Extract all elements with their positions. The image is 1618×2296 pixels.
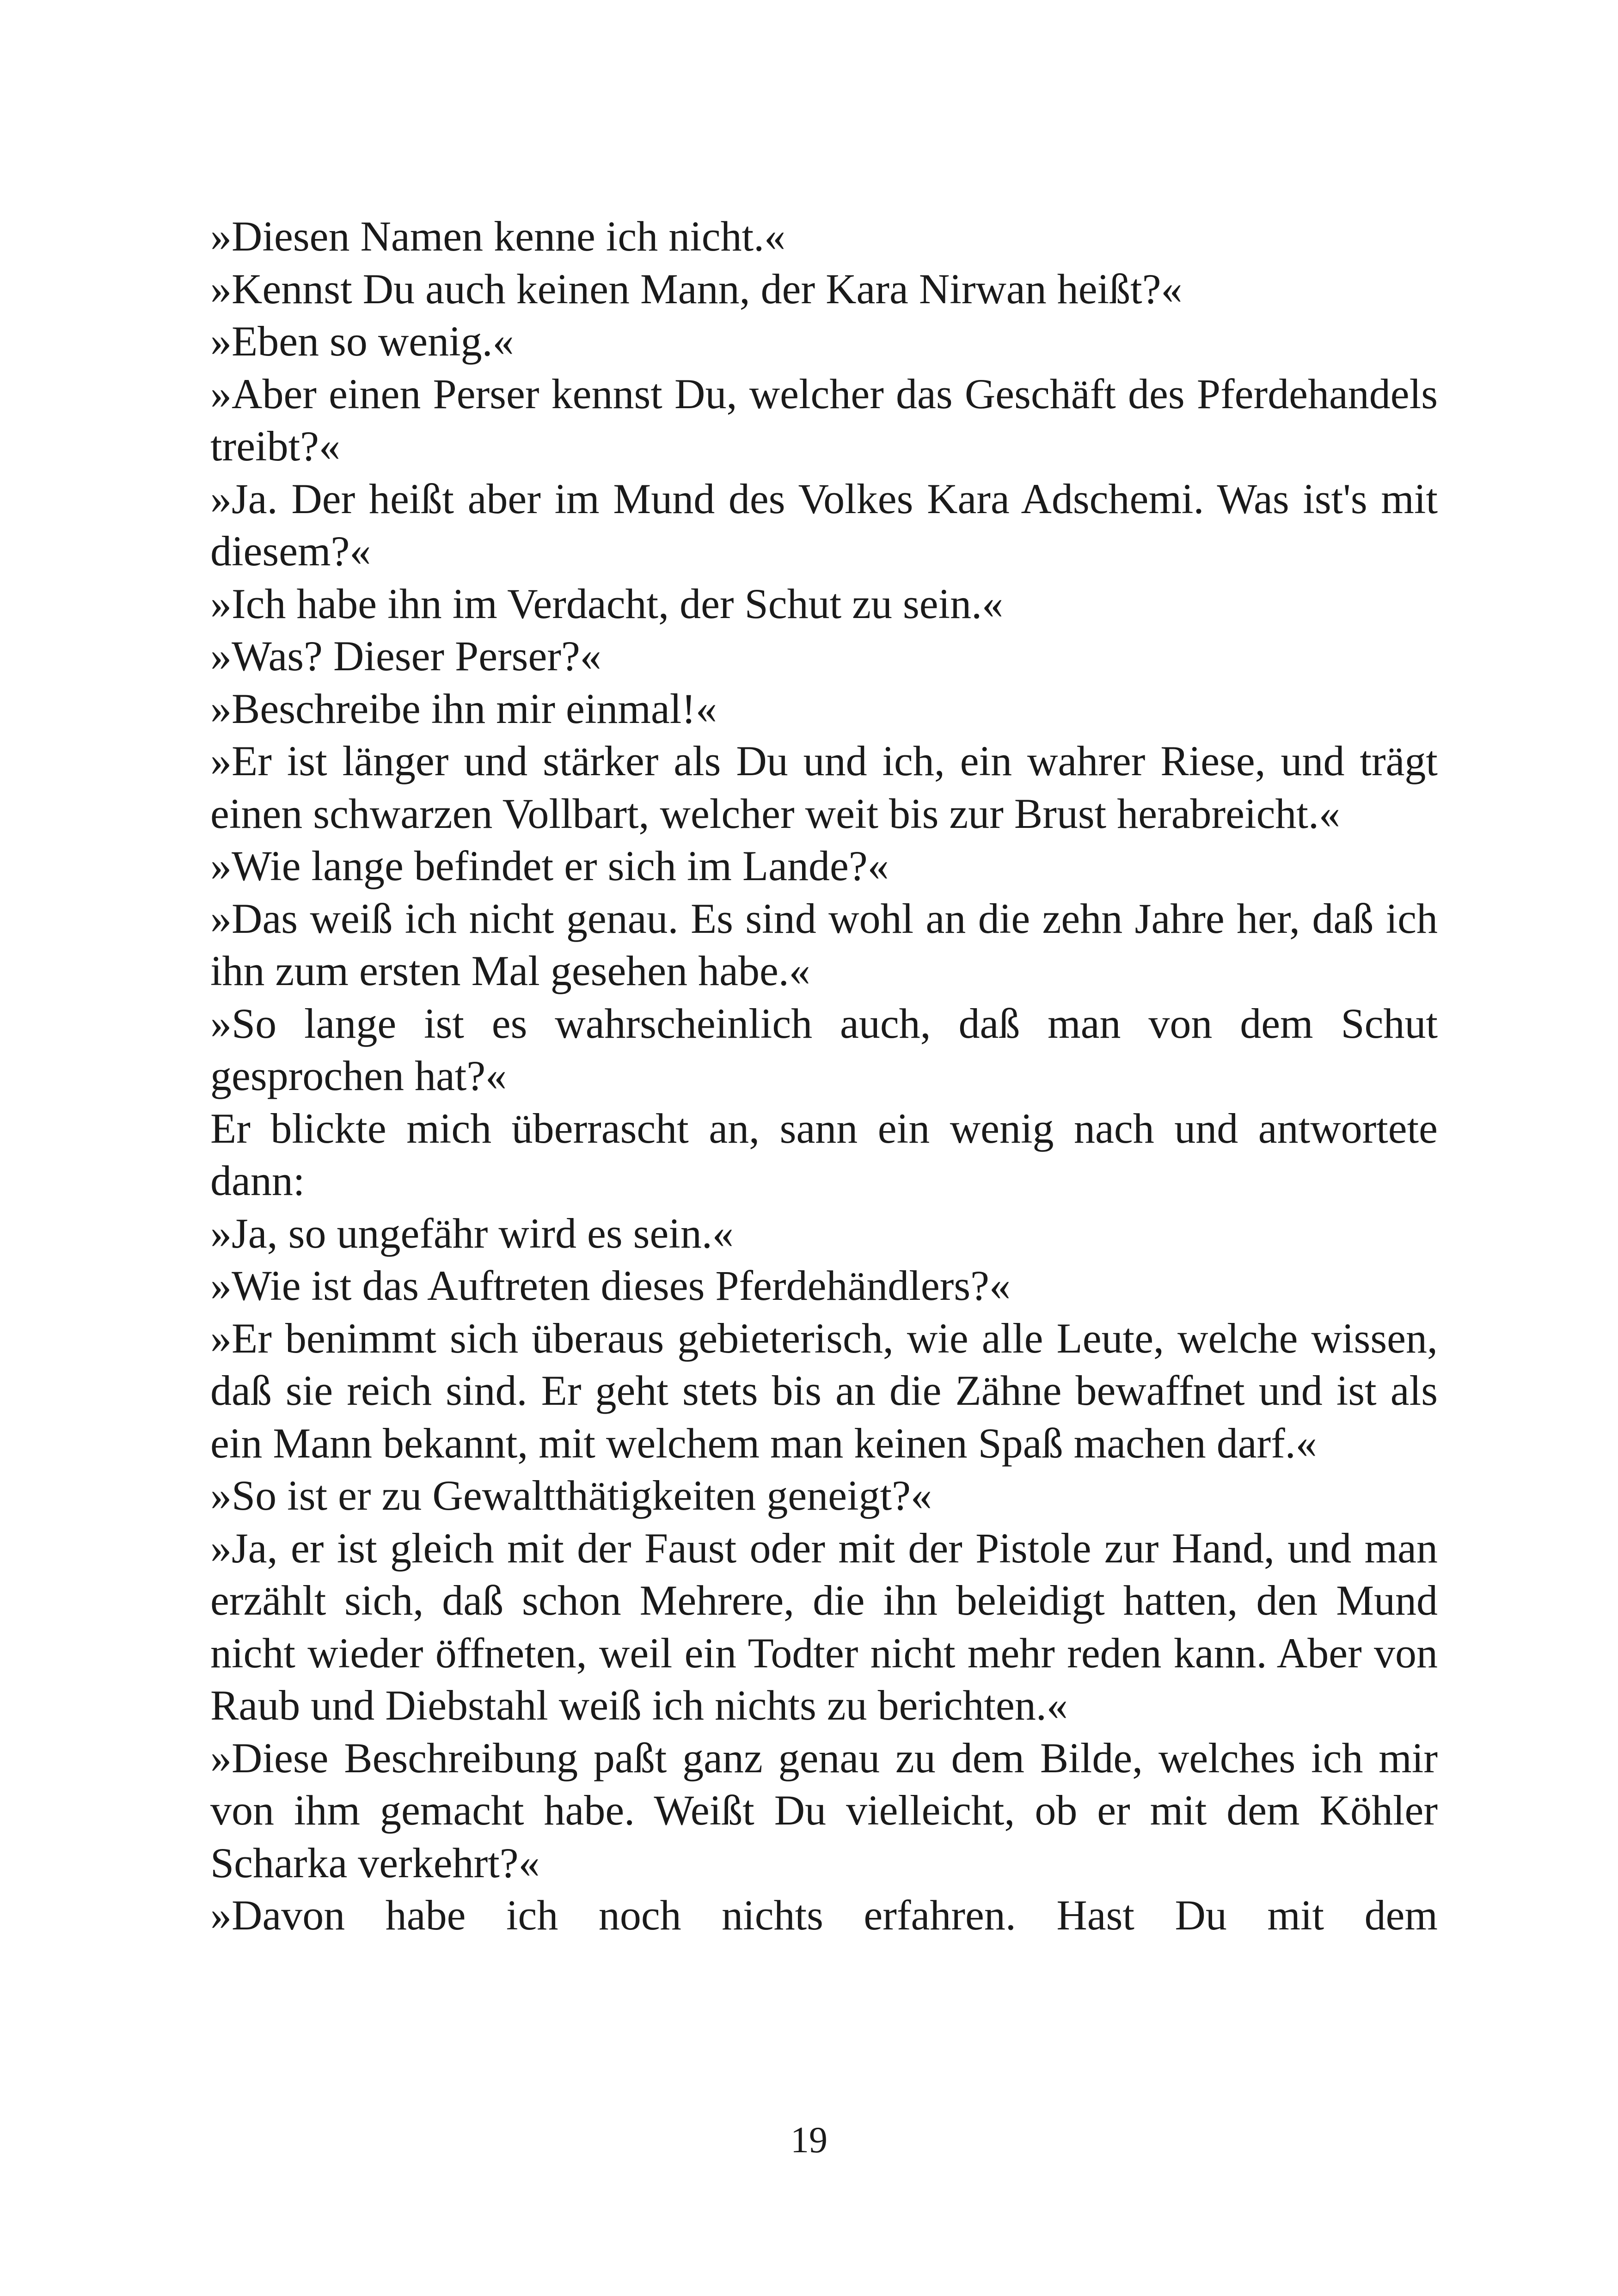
paragraph: »Eben so wenig.« — [210, 318, 514, 365]
paragraph: »Ja, so ungefähr wird es sein.« — [210, 1209, 734, 1257]
paragraph: »Aber einen Perser kennst Du, welcher das Geschäft des Pferdehandels treibt?« — [210, 370, 1438, 470]
body-text — [210, 210, 1438, 1942]
paragraph: »Kennst Du auch keinen Mann, der Kara Nirwan heißt?« — [210, 265, 1183, 312]
paragraph: »So lange ist es wahrscheinlich auch, daß man von dem Schut gesprochen hat?« — [210, 999, 1438, 1099]
paragraph: »Diese Beschreibung paßt ganz genau zu dem Bilde, welches ich mir von ihm gemacht habe. Weißt Du vielleicht, ob er mit dem Köhler Scharka verkehrt?« — [210, 1734, 1438, 1886]
paragraph: »Davon habe ich noch nichts erfahren. Hast Du mit dem — [210, 1892, 1438, 1939]
paragraph: »Diesen Namen kenne ich nicht.« — [210, 213, 786, 260]
paragraph: »Wie ist das Auftreten dieses Pferdehändlers?« — [210, 1262, 1011, 1309]
paragraph: »Er ist länger und stärker als Du und ich, ein wahrer Riese, und trägt einen schwarzen Vollbart, welcher weit bis zur Brust herabreicht.« — [210, 737, 1438, 837]
page-number: 19 — [791, 2120, 827, 2161]
paragraph: »Ja, er ist gleich mit der Faust oder mit der Pistole zur Hand, und man erzählt sich, daß schon Mehrere, die ihn beleidigt hatten, den Mund nicht wieder öffneten, weil ein Todter nicht mehr reden kann. Aber von Raub und Diebstahl weiß ich nichts zu berichten.« — [210, 1524, 1438, 1729]
paragraph: »Beschreibe ihn mir einmal!« — [210, 685, 717, 732]
paragraph: »Was? Dieser Perser?« — [210, 632, 601, 680]
paragraph: »So ist er zu Gewaltthätigkeiten geneigt?« — [210, 1472, 932, 1519]
paragraph: Er blickte mich überrascht an, sann ein wenig nach und antwortete dann: — [210, 1104, 1438, 1204]
paragraph: »Das weiß ich nicht genau. Es sind wohl an die zehn Jahre her, daß ich ihn zum ersten Mal gesehen habe.« — [210, 894, 1438, 994]
paragraph: »Er benimmt sich überaus gebieterisch, wie alle Leute, welche wissen, daß sie reich sind. Er geht stets bis an die Zähne bewaffnet und ist als ein Mann bekannt, mit welchem man keinen Spaß machen darf.« — [210, 1314, 1438, 1467]
paragraph: »Ja. Der heißt aber im Mund des Volkes Kara Adschemi. Was ist's mit diesem?« — [210, 475, 1438, 575]
paragraph: »Wie lange befindet er sich im Lande?« — [210, 842, 889, 889]
paragraph: »Ich habe ihn im Verdacht, der Schut zu sein.« — [210, 580, 1004, 627]
